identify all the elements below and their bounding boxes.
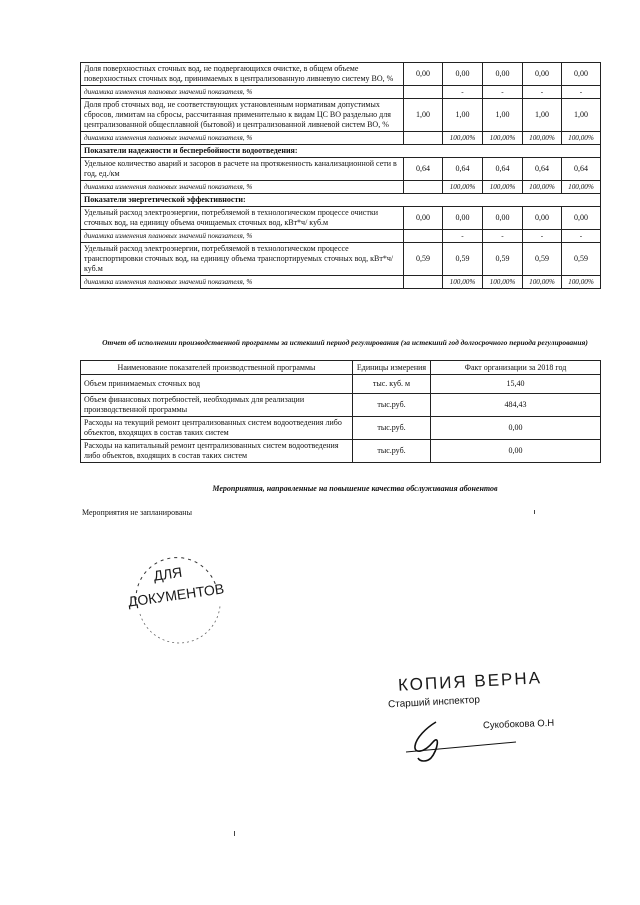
value-cell: 0,00	[523, 63, 562, 86]
value-cell	[404, 230, 443, 243]
value-cell: 100,00%	[523, 181, 562, 194]
stamp-line-1: ДЛЯ	[152, 563, 184, 584]
value-cell: 100,00%	[523, 276, 562, 289]
value-cell: 0,00	[523, 207, 562, 230]
value-cell: 0,00	[404, 207, 443, 230]
value-cell: -	[562, 230, 601, 243]
row-label: динамика изменения плановых значений показателя, %	[81, 276, 404, 289]
value-cell: 1,00	[483, 99, 523, 132]
report-cell-fact: 15,40	[431, 375, 601, 394]
report-cell-unit: тыс. куб. м	[353, 375, 431, 394]
row-label: Удельный расход электроэнергии, потребляемой в технологическом процессе транспортировки сточных вод, на единицу объема транспортируемых сточных вод, кВт*ч/ куб.м	[81, 243, 404, 276]
row-label: Доля поверхностных сточных вод, не подвергающихся очистке, в общем объеме поверхностных сточных вод, принимаемых в централизованную ливневую систему ВО, %	[81, 63, 404, 86]
section-header-label: Показатели надежности и бесперебойности водоотведения:	[81, 145, 601, 158]
value-cell: 1,00	[562, 99, 601, 132]
dynamics-row	[81, 181, 601, 194]
value-cell: 0,64	[404, 158, 443, 181]
value-cell: 0,00	[562, 63, 601, 86]
value-cell: 0,59	[523, 243, 562, 276]
dynamics-row	[81, 276, 601, 289]
report-row	[81, 440, 601, 463]
value-cell: 100,00%	[483, 181, 523, 194]
value-cell: 100,00%	[562, 276, 601, 289]
report-cell-name: Объем финансовых потребностей, необходимых для реализации производственной программы	[81, 394, 353, 417]
indicator-row	[81, 158, 601, 181]
section-header-row	[81, 145, 601, 158]
report-cell-unit: тыс.руб.	[353, 417, 431, 440]
value-cell: 0,64	[562, 158, 601, 181]
value-cell: 0,59	[483, 243, 523, 276]
dynamics-row	[81, 132, 601, 145]
value-cell	[404, 276, 443, 289]
section-header-row	[81, 194, 601, 207]
value-cell: 1,00	[443, 99, 483, 132]
report-cell-name: Расходы на капитальный ремонт централизованных систем водоотведения либо объектов, входящих в состав таких систем	[81, 440, 353, 463]
report-row	[81, 394, 601, 417]
value-cell: -	[483, 86, 523, 99]
value-cell: 0,00	[404, 63, 443, 86]
value-cell: -	[562, 86, 601, 99]
dynamics-row	[81, 230, 601, 243]
report-cell-name: Объем принимаемых сточных вод	[81, 375, 353, 394]
scan-mark	[534, 510, 535, 514]
value-cell: -	[523, 230, 562, 243]
copy-certified-stamp: КОПИЯ ВЕРНА	[397, 668, 543, 695]
report-table	[80, 360, 601, 463]
report-row	[81, 375, 601, 394]
value-cell: 0,59	[562, 243, 601, 276]
report-cell-fact: 0,00	[431, 440, 601, 463]
value-cell: 100,00%	[443, 132, 483, 145]
section-header-label: Показатели энергетической эффективности:	[81, 194, 601, 207]
report-title: Отчет об исполнении производственной программы за истекший период регулирования (за истекший год долгосрочного периода регулирования)	[102, 338, 588, 347]
row-label: динамика изменения плановых значений показателя, %	[81, 181, 404, 194]
value-cell: 100,00%	[562, 132, 601, 145]
value-cell: 100,00%	[443, 181, 483, 194]
value-cell: 0,59	[443, 243, 483, 276]
report-header-fact: Факт организации за 2018 год	[431, 361, 601, 375]
indicator-row	[81, 63, 601, 86]
measures-title: Мероприятия, направленные на повышение качества обслуживания абонентов	[212, 484, 498, 493]
value-cell: -	[443, 86, 483, 99]
report-cell-fact: 0,00	[431, 417, 601, 440]
value-cell: 0,00	[443, 63, 483, 86]
value-cell: 100,00%	[523, 132, 562, 145]
signer-name: Сукобокова О.Н	[482, 717, 555, 732]
report-cell-unit: тыс.руб.	[353, 394, 431, 417]
value-cell: 100,00%	[443, 276, 483, 289]
report-cell-fact: 484,43	[431, 394, 601, 417]
report-row	[81, 417, 601, 440]
value-cell: 0,00	[483, 207, 523, 230]
value-cell: 0,64	[523, 158, 562, 181]
value-cell: 0,00	[443, 207, 483, 230]
value-cell: -	[443, 230, 483, 243]
value-cell	[404, 86, 443, 99]
indicator-row	[81, 243, 601, 276]
row-label: Доля проб сточных вод, не соответствующих установленным нормативам допустимых сбросов, лимитам на сбросы, рассчитанная применительно к видам ЦС ВО раздельно для централизованной общесплавной (бытовой) и централизованной ливневой систем ВО, %	[81, 99, 404, 132]
value-cell: -	[483, 230, 523, 243]
row-label: Удельный расход электроэнергии, потребляемой в технологическом процессе очистки сточных вод, на единицу объема очищаемых сточных вод, кВт*ч/ куб.м	[81, 207, 404, 230]
measures-text: Мероприятия не запланированы	[82, 508, 192, 517]
value-cell: 0,64	[443, 158, 483, 181]
value-cell: 1,00	[404, 99, 443, 132]
row-label: динамика изменения плановых значений показателя, %	[81, 86, 404, 99]
scan-mark	[234, 831, 235, 836]
inspector-title: Старший инспектор	[387, 694, 481, 711]
value-cell: 0,64	[483, 158, 523, 181]
value-cell: 100,00%	[483, 132, 523, 145]
value-cell: 100,00%	[483, 276, 523, 289]
stamp-seal	[118, 540, 236, 658]
row-label: Удельное количество аварий и засоров в расчете на протяженность канализационной сети в год, ед./км	[81, 158, 404, 181]
value-cell: 0,00	[562, 207, 601, 230]
value-cell	[404, 132, 443, 145]
indicators-table	[80, 62, 601, 289]
stamp-line-2: ДОКУМЕНТОВ	[126, 580, 226, 610]
row-label: динамика изменения плановых значений показателя, %	[81, 132, 404, 145]
dynamics-row	[81, 86, 601, 99]
value-cell: 0,59	[404, 243, 443, 276]
row-label: динамика изменения плановых значений показателя, %	[81, 230, 404, 243]
indicator-row	[81, 99, 601, 132]
value-cell: -	[523, 86, 562, 99]
report-header-unit: Единицы измерения	[353, 361, 431, 375]
report-cell-name: Расходы на текущий ремонт централизованных систем водоотведения либо объектов, входящих в состав таких систем	[81, 417, 353, 440]
report-header-name: Наименование показателей производственной программы	[81, 361, 353, 375]
indicator-row	[81, 207, 601, 230]
value-cell	[404, 181, 443, 194]
value-cell: 100,00%	[562, 181, 601, 194]
value-cell: 1,00	[523, 99, 562, 132]
value-cell: 0,00	[483, 63, 523, 86]
report-header-row	[81, 361, 601, 375]
report-cell-unit: тыс.руб.	[353, 440, 431, 463]
